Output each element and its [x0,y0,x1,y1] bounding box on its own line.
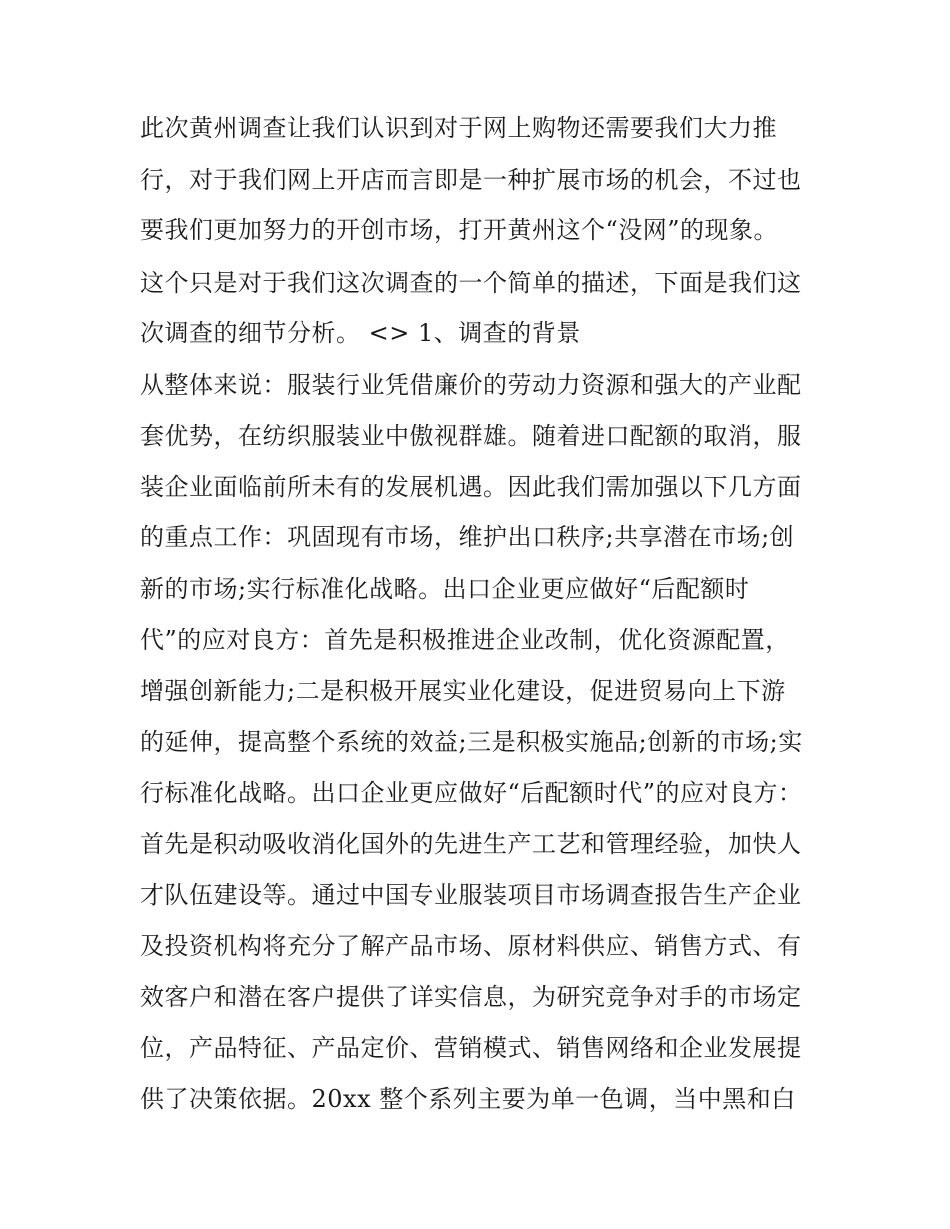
text-line-8: 装企业面临前所未有的发展机遇。因此我们需加强以下几方面 [140,473,802,501]
text-line-7: 套优势，在纺织服装业中傲视群雄。随着进口配额的取消，服 [140,422,802,450]
text-line-9: 的重点工作：巩固现有市场，维护出口秩序;共享潜在市场;创 [140,523,795,551]
text-line-15: 首先是积动吸收消化国外的先进生产工艺和管理经验，加快人 [140,830,802,858]
text-line-6: 从整体来说：服装行业凭借廉价的劳动力资源和强大的产业配 [140,371,802,399]
text-line-5: 次调查的细节分析。 <> 1、调查的背景 [140,319,581,347]
text-line-11: 代”的应对良方：首先是积极推进企业改制，优化资源配置， [140,626,790,654]
text-line-19: 位，产品特征、产品定价、营销模式、销售网络和企业发展提 [140,1034,802,1062]
text-line-12: 增强创新能力;二是积极开展实业化建设，促进贸易向上下游 [140,677,786,705]
text-line-16: 才队伍建设等。通过中国专业服装项目市场调查报告生产企业 [140,881,802,909]
text-line-10: 新的市场;实行标准化战略。出口企业更应做好“后配额时 [140,575,750,603]
text-line-13: 的延伸，提高整个系统的效益;三是积极实施品;创新的市场;实 [140,728,803,756]
text-line-4: 这个只是对于我们这次调查的一个简单的描述，下面是我们这 [140,269,802,297]
text-line-3: 要我们更加努力的开创市场，打开黄州这个“没网”的现象。 [140,216,779,244]
text-line-18: 效客户和潜在客户提供了详实信息，为研究竞争对手的市场定 [140,983,802,1011]
text-line-1: 此次黄州调查让我们认识到对于网上购物还需要我们大力推 [140,114,777,142]
text-line-17: 及投资机构将充分了解产品市场、原材料供应、销售方式、有 [140,932,802,960]
text-line-20: 供了决策依据。20xx 整个系列主要为单一色调，当中黑和白 [140,1085,796,1113]
text-line-14: 行标准化战略。出口企业更应做好“后配额时代”的应对良方： [140,779,803,807]
text-line-2: 行，对于我们网上开店而言即是一种扩展市场的机会，不过也 [140,166,802,194]
